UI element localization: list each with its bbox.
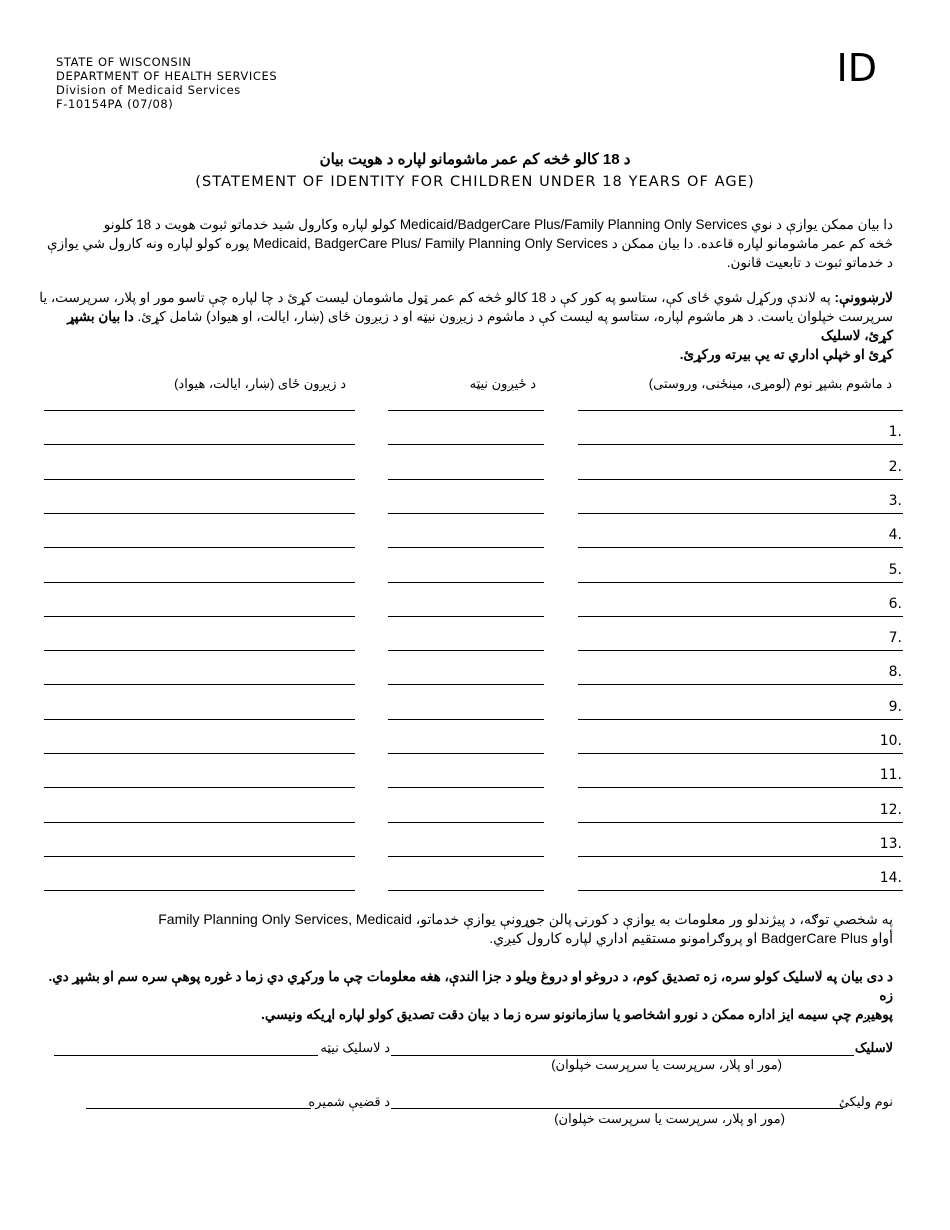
birthplace-cell[interactable] xyxy=(44,822,355,823)
intro-line-3: د خدماتو ثبوت د تابعیت قانون. xyxy=(726,255,893,270)
birthplace-cell[interactable] xyxy=(44,890,355,891)
name-cell[interactable] xyxy=(578,787,903,788)
column-header-birthplace: د زیږون ځای (ښار، ایالت، هیواد) xyxy=(174,376,346,391)
birthplace-cell[interactable] xyxy=(44,650,355,651)
row-number: 6. xyxy=(888,596,902,612)
instructions-label: لارښوونې: xyxy=(834,290,893,305)
birthplace-cell[interactable] xyxy=(44,479,355,480)
name-cell[interactable] xyxy=(578,684,903,685)
intro-line-2: څخه کم عمر ماشومانو لپاره قاعده. دا بیان ممکن د Medicaid, BadgerCare Plus/ Family Planning Only Services پوره کولو لپاره ونه کارول شي یوازې xyxy=(47,236,893,251)
name-cell[interactable] xyxy=(578,582,903,583)
attestation-line-2: پوهیږم چې سیمه ایز اداره ممکن د نورو اشخاصو یا سازمانونو سره زما د بیان دقت تصدیق کولو لپاره اړیکه ونیسي. xyxy=(261,1007,893,1022)
instructions-text-1: په لاندې ورکړل شوي ځای کې، ستاسو په کور کې د 18 کالو څخه کم عمر ټول ماشومان لیست کړئ د چا لپاره چې تاسو مور او پلار، سرپرست، یا xyxy=(39,290,831,305)
birthplace-cell[interactable] xyxy=(44,616,355,617)
row-number: 5. xyxy=(888,562,902,578)
birthplace-cell[interactable] xyxy=(44,582,355,583)
attestation-paragraph xyxy=(38,967,893,1024)
signature-date-field[interactable] xyxy=(54,1055,318,1056)
dob-cell[interactable] xyxy=(388,582,544,583)
signature-date-label: د لاسلیک نیټه xyxy=(320,1040,390,1055)
row-number: 8. xyxy=(888,664,902,680)
row-number: 13. xyxy=(879,836,902,852)
signature-note: (مور او پلار، سرپرست یا سرپرست خپلوان) xyxy=(551,1057,782,1072)
header-rule xyxy=(44,410,355,411)
row-number: 9. xyxy=(888,699,902,715)
header-state: STATE OF WISCONSIN xyxy=(56,55,192,69)
agency-header xyxy=(56,55,277,111)
birthplace-cell[interactable] xyxy=(44,513,355,514)
privacy-line-2: أواو BadgerCare Plus او پروګرامونو مستقیم اداري لپاره کارول کیږي. xyxy=(489,930,893,946)
dob-cell[interactable] xyxy=(388,444,544,445)
birthplace-cell[interactable] xyxy=(44,684,355,685)
column-header-dob: د ځیږون نیټه xyxy=(469,376,536,391)
intro-line-1: دا بیان ممکن یوازې د نوي Medicaid/BadgerCare Plus/Family Planning Only Services کولو لپاره وکارول شید خدماتو ثبوت هویت د 18 کلونو xyxy=(103,217,893,232)
name-cell[interactable] xyxy=(578,856,903,857)
dob-cell[interactable] xyxy=(388,822,544,823)
birthplace-cell[interactable] xyxy=(44,547,355,548)
column-header-name: د ماشوم بشپړ نوم (لومړی، مینځنی، وروستی) xyxy=(648,376,892,391)
birthplace-cell[interactable] xyxy=(44,444,355,445)
dob-cell[interactable] xyxy=(388,479,544,480)
name-cell[interactable] xyxy=(578,547,903,548)
row-number: 3. xyxy=(888,493,902,509)
name-cell[interactable] xyxy=(578,616,903,617)
name-cell[interactable] xyxy=(578,444,903,445)
name-cell[interactable] xyxy=(578,753,903,754)
print-name-note: (مور او پلار، سرپرست یا سرپرست خپلوان) xyxy=(554,1111,785,1126)
privacy-line-1: په شخصي توګه، د پیژندلو ور معلومات به یوازې د کورنۍ پالن جوړونې یوازې خدماتو، Family Planning Only Services, Medicaid xyxy=(158,911,893,927)
row-number: 10. xyxy=(879,733,902,749)
row-number: 11. xyxy=(879,767,902,783)
dob-cell[interactable] xyxy=(388,856,544,857)
birthplace-cell[interactable] xyxy=(44,787,355,788)
signature-field[interactable] xyxy=(391,1055,854,1056)
name-cell[interactable] xyxy=(578,650,903,651)
row-number: 2. xyxy=(888,459,902,475)
name-cell[interactable] xyxy=(578,479,903,480)
signature-label: لاسلیک xyxy=(854,1040,893,1055)
instructions-text-2: سرپرست خپلوان یاست. د هر ماشوم لپاره، ستاسو په لیست کې د ماشوم د زیږون نیټه او د زیږون ځای (ښار، ایالت، او هیواد) شامل کړئ. xyxy=(137,309,893,324)
name-cell[interactable] xyxy=(578,890,903,891)
header-division: Division of Medicaid Services xyxy=(56,83,241,97)
dob-cell[interactable] xyxy=(388,616,544,617)
header-department: DEPARTMENT OF HEALTH SERVICES xyxy=(56,69,278,83)
dob-cell[interactable] xyxy=(388,684,544,685)
header-rule xyxy=(578,410,903,411)
name-cell[interactable] xyxy=(578,822,903,823)
header-rule xyxy=(388,410,544,411)
case-number-label: د قضیې شمیره xyxy=(308,1094,390,1109)
title-english: (STATEMENT OF IDENTITY FOR CHILDREN UNDER 18 YEARS OF AGE) xyxy=(195,174,755,190)
name-cell[interactable] xyxy=(578,513,903,514)
attestation-line-1: د دی بیان په لاسلیک کولو سره، زه تصدیق کوم، د دروغو او دروغ ویلو د جزا الندې، هغه معلومات چې ما ورکړي دي زما د غوره پوهې سره سم او بشپړ دي. زه xyxy=(48,969,893,1003)
form-number: F-10154PA (07/08) xyxy=(56,97,174,111)
id-mark: ID xyxy=(836,46,877,90)
dob-cell[interactable] xyxy=(388,719,544,720)
row-number: 4. xyxy=(888,527,902,543)
instructions-bold-1: دا بیان بشپړ کړئ، لاسلیک xyxy=(67,309,893,343)
instructions-paragraph xyxy=(38,288,893,364)
birthplace-cell[interactable] xyxy=(44,753,355,754)
birthplace-cell[interactable] xyxy=(44,719,355,720)
dob-cell[interactable] xyxy=(388,890,544,891)
dob-cell[interactable] xyxy=(388,513,544,514)
print-name-field[interactable] xyxy=(391,1108,843,1109)
dob-cell[interactable] xyxy=(388,547,544,548)
intro-paragraph xyxy=(38,215,893,272)
dob-cell[interactable] xyxy=(388,650,544,651)
title-pashto: د 18 کالو څخه کم عمر ماشومانو لپاره د هویت بیان xyxy=(319,151,631,168)
dob-cell[interactable] xyxy=(388,787,544,788)
birthplace-cell[interactable] xyxy=(44,856,355,857)
row-number: 14. xyxy=(879,870,902,886)
row-number: 12. xyxy=(879,802,902,818)
row-number: 1. xyxy=(888,424,902,440)
name-cell[interactable] xyxy=(578,719,903,720)
dob-cell[interactable] xyxy=(388,753,544,754)
row-number: 7. xyxy=(888,630,902,646)
instructions-bold-2: کړئ او خپلې اداري ته یې بیرته ورکړئ. xyxy=(679,347,893,362)
case-number-field[interactable] xyxy=(86,1108,311,1109)
print-name-label: نوم ولیکئ xyxy=(838,1094,893,1109)
privacy-paragraph xyxy=(38,910,893,948)
